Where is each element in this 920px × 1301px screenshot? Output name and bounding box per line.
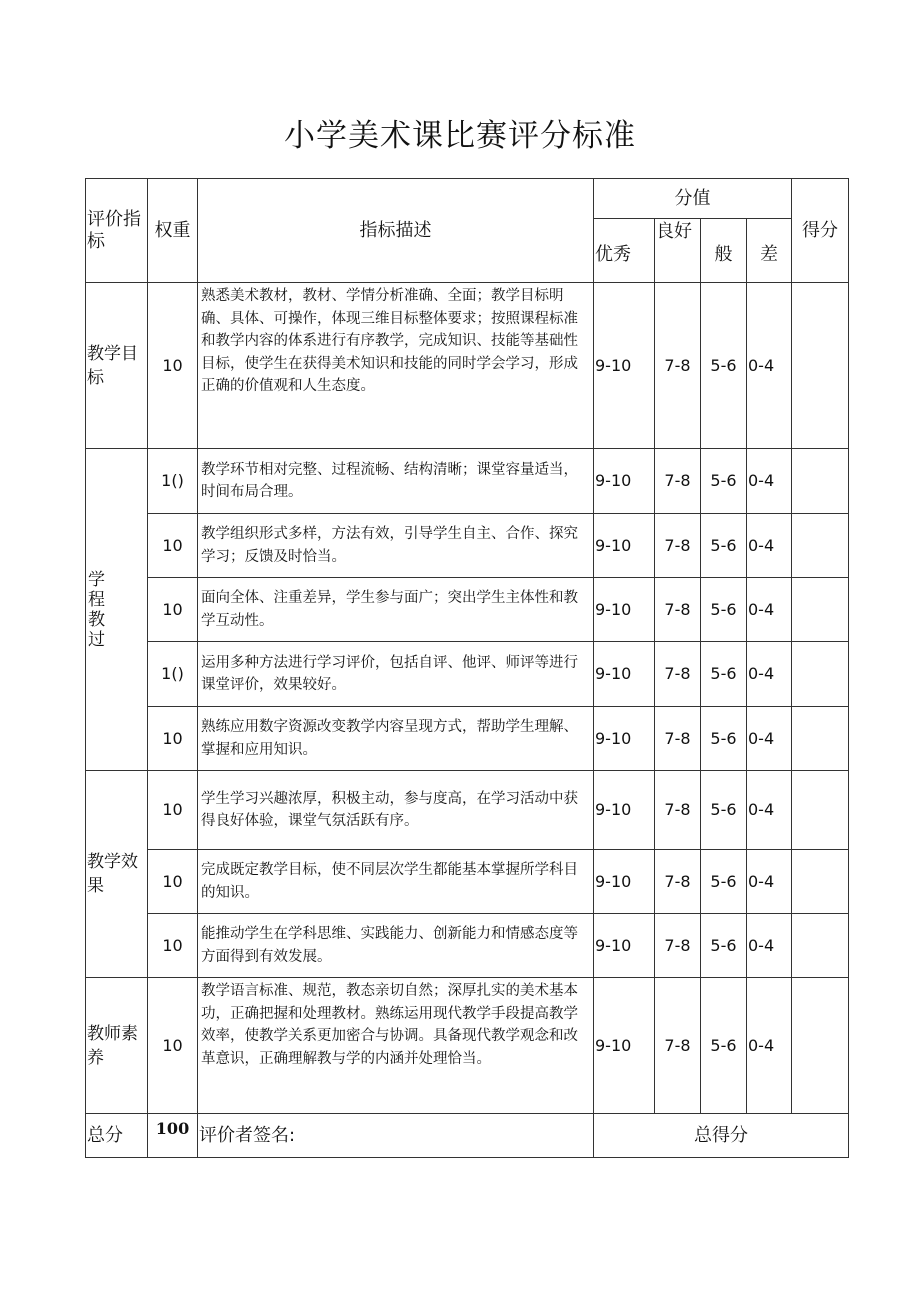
score-excellent: 9-10 xyxy=(594,283,655,449)
score-good: 7-8 xyxy=(655,707,701,771)
row-weight: 10 xyxy=(148,914,198,978)
row-weight: 10 xyxy=(148,978,198,1114)
row-weight: 10 xyxy=(148,578,198,642)
score-good: 7-8 xyxy=(655,578,701,642)
score-fair: 5-6 xyxy=(701,578,747,642)
score-poor: 0-4 xyxy=(747,978,792,1114)
score-poor: 0-4 xyxy=(747,771,792,850)
category-goal: 教学目标 xyxy=(86,283,148,449)
score-fair: 5-6 xyxy=(701,514,747,578)
header-criterion: 评价指标 xyxy=(86,179,148,283)
score-excellent: 9-10 xyxy=(594,514,655,578)
score-fair: 5-6 xyxy=(701,707,747,771)
category-effect: 教学效果 xyxy=(86,771,148,978)
row-description: 教学环节相对完整、过程流畅、结构清晰；课堂容量适当，时间布局合理。 xyxy=(198,449,594,514)
score-poor: 0-4 xyxy=(747,642,792,707)
table-row xyxy=(86,707,849,771)
table-row xyxy=(86,978,849,1114)
total-row xyxy=(86,1114,849,1158)
row-weight: 1() xyxy=(148,642,198,707)
score-good: 7-8 xyxy=(655,642,701,707)
header-good: 良好 xyxy=(655,219,701,283)
score-fair: 5-6 xyxy=(701,283,747,449)
score-fair: 5-6 xyxy=(701,978,747,1114)
score-good: 7-8 xyxy=(655,514,701,578)
score-cell[interactable] xyxy=(792,449,849,514)
score-cell[interactable] xyxy=(792,707,849,771)
score-cell[interactable] xyxy=(792,850,849,914)
score-excellent: 9-10 xyxy=(594,642,655,707)
page-title: 小学美术课比赛评分标准 xyxy=(284,118,636,154)
row-description: 完成既定教学目标，使不同层次学生都能基本掌握所学科目的知识。 xyxy=(198,850,594,914)
score-cell[interactable] xyxy=(792,283,849,449)
table-row xyxy=(86,578,849,642)
score-cell[interactable] xyxy=(792,642,849,707)
header-score-value: 分值 xyxy=(594,179,792,219)
evaluator-signature[interactable]: 评价者签名: xyxy=(198,1114,594,1158)
row-weight: 10 xyxy=(148,283,198,449)
score-poor: 0-4 xyxy=(747,707,792,771)
score-cell[interactable] xyxy=(792,771,849,850)
header-description: 指标描述 xyxy=(198,179,594,283)
row-description: 运用多种方法进行学习评价，包括自评、他评、师评等进行课堂评价，效果较好。 xyxy=(198,642,594,707)
row-weight: 1() xyxy=(148,449,198,514)
row-description: 熟悉美术教材，教材、学情分析准确、全面；教学目标明确、具体、可操作，体现三维目标整体要求；按照课程标准和教学内容的体系进行有序教学，完成知识、技能等基础性目标，使学生在获得美术知识和技能的同时学会学习，形成正确的价值观和人生态度。 xyxy=(198,283,594,449)
score-fair: 5-6 xyxy=(701,771,747,850)
score-fair: 5-6 xyxy=(701,914,747,978)
score-cell[interactable] xyxy=(792,578,849,642)
score-poor: 0-4 xyxy=(747,578,792,642)
header-row xyxy=(86,179,849,219)
table-row xyxy=(86,449,849,514)
score-excellent: 9-10 xyxy=(594,978,655,1114)
score-poor: 0-4 xyxy=(747,914,792,978)
score-good: 7-8 xyxy=(655,914,701,978)
score-poor: 0-4 xyxy=(747,514,792,578)
total-weight: 100 xyxy=(148,1114,198,1158)
table-row xyxy=(86,514,849,578)
row-description: 教学语言标准、规范，教态亲切自然；深厚扎实的美术基本功，正确把握和处理教材。熟练运用现代教学手段提高教学效率，使教学关系更加密合与协调。具备现代教学观念和改革意识，正确理解教与学的内涵并处理恰当。 xyxy=(198,978,594,1114)
row-description: 面向全体、注重差异，学生参与面广；突出学生主体性和教学互动性。 xyxy=(198,578,594,642)
row-description: 能推动学生在学科思维、实践能力、创新能力和情感态度等方面得到有效发展。 xyxy=(198,914,594,978)
score-fair: 5-6 xyxy=(701,449,747,514)
score-poor: 0-4 xyxy=(747,850,792,914)
total-label: 总分 xyxy=(86,1114,148,1158)
score-excellent: 9-10 xyxy=(594,578,655,642)
category-quality: 教师素养 xyxy=(86,978,148,1114)
header-fair: 般 xyxy=(701,219,747,283)
row-weight: 10 xyxy=(148,707,198,771)
score-excellent: 9-10 xyxy=(594,914,655,978)
score-excellent: 9-10 xyxy=(594,850,655,914)
score-good: 7-8 xyxy=(655,449,701,514)
score-good: 7-8 xyxy=(655,283,701,449)
score-cell[interactable] xyxy=(792,914,849,978)
header-excellent: 优秀 xyxy=(594,219,655,283)
score-cell[interactable] xyxy=(792,514,849,578)
row-description: 学生学习兴趣浓厚，积极主动，参与度高，在学习活动中获得良好体验，课堂气氛活跃有序。 xyxy=(198,771,594,850)
row-description: 熟练应用数字资源改变教学内容呈现方式，帮助学生理解、掌握和应用知识。 xyxy=(198,707,594,771)
score-good: 7-8 xyxy=(655,850,701,914)
score-excellent: 9-10 xyxy=(594,771,655,850)
table-row xyxy=(86,642,849,707)
table-row xyxy=(86,771,849,850)
header-poor: 差 xyxy=(747,219,792,283)
scoring-table xyxy=(85,178,849,1158)
table-row xyxy=(86,914,849,978)
row-description: 教学组织形式多样，方法有效，引导学生自主、合作、探究学习；反馈及时恰当。 xyxy=(198,514,594,578)
table-row xyxy=(86,850,849,914)
score-good: 7-8 xyxy=(655,771,701,850)
score-cell[interactable] xyxy=(792,978,849,1114)
score-poor: 0-4 xyxy=(747,449,792,514)
score-fair: 5-6 xyxy=(701,850,747,914)
row-weight: 10 xyxy=(148,850,198,914)
header-score: 得分 xyxy=(792,179,849,283)
score-excellent: 9-10 xyxy=(594,707,655,771)
score-poor: 0-4 xyxy=(747,283,792,449)
row-weight: 10 xyxy=(148,514,198,578)
category-process: 学 程 教 过 xyxy=(86,449,148,771)
table-row xyxy=(86,283,849,449)
row-weight: 10 xyxy=(148,771,198,850)
total-score-label: 总得分 xyxy=(594,1114,849,1158)
score-excellent: 9-10 xyxy=(594,449,655,514)
score-fair: 5-6 xyxy=(701,642,747,707)
header-weight: 权重 xyxy=(148,179,198,283)
score-good: 7-8 xyxy=(655,978,701,1114)
